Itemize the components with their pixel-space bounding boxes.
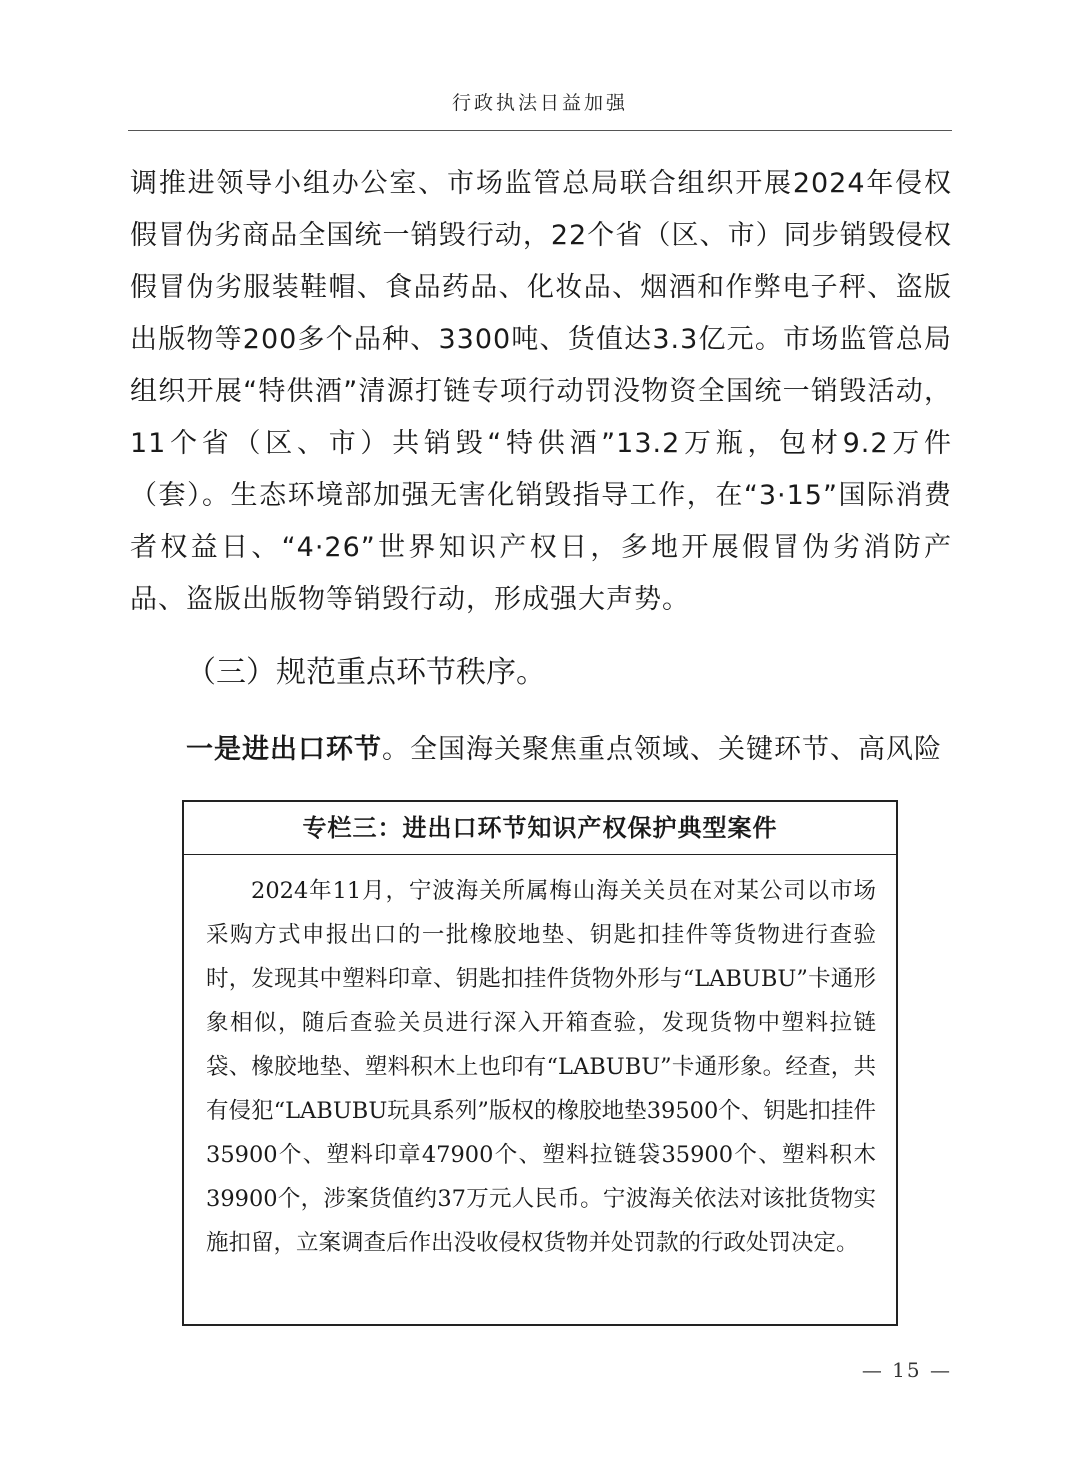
lead-paragraph [186,724,952,776]
body-paragraph: 调推进领导小组办公室、市场监管总局联合组织开展2024年侵权假冒伪劣商品全国统一销毁行动，22个省（区、市）同步销毁侵权假冒伪劣服装鞋帽、食品药品、化妆品、烟酒和作弊电子秤、盗版出版物等200多个品种、3300吨、货值达3.3亿元。市场监管总局组织开展“特供酒”清源打链专项行动罚没物资全国统一销毁活动，11个省（区、市）共销毁“特供酒”13.2万瓶，包材9.2万件（套）。生态环境部加强无害化销毁指导工作，在“3·15”国际消费者权益日、“4·26”世界知识产权日，多地开展假冒伪劣消防产品、盗版出版物等销毁行动，形成强大声势。 [130,168,952,615]
case-box-text: 2024年11月，宁波海关所属梅山海关关员在对某公司以市场采购方式申报出口的一批橡胶地垫、钥匙扣挂件等货物进行查验时，发现其中塑料印章、钥匙扣挂件货物外形与“LABUBU”卡通形象相似，随后查验关员进行深入开箱查验，发现货物中塑料拉链袋、橡胶地垫、塑料积木上也印有“LABUBU”卡通形象。经查，共有侵犯“LABUBU玩具系列”版权的橡胶地垫39500个、钥匙扣挂件35900个、塑料印章47900个、塑料拉链袋35900个、塑料积木39900个，涉案货值约37万元人民币。宁波海关依法对该批货物实施扣留，立案调查后作出没收侵权货物并处罚款的行政处罚决定。 [206,878,876,1256]
page-number: — 15 — [861,1358,952,1382]
running-header: 行政执法日益加强 [451,92,628,114]
case-box-title: 专栏三：进出口环节知识产权保护典型案件 [184,802,896,855]
header-rule [128,130,952,131]
lead-rest-text: 。全国海关聚焦重点领域、关键环节、高风险 [382,734,942,765]
case-box [182,800,898,1326]
lead-bold-phrase: 一是进出口环节 [186,734,382,765]
section-subheading: （三）规范重点环节秩序。 [186,655,546,690]
